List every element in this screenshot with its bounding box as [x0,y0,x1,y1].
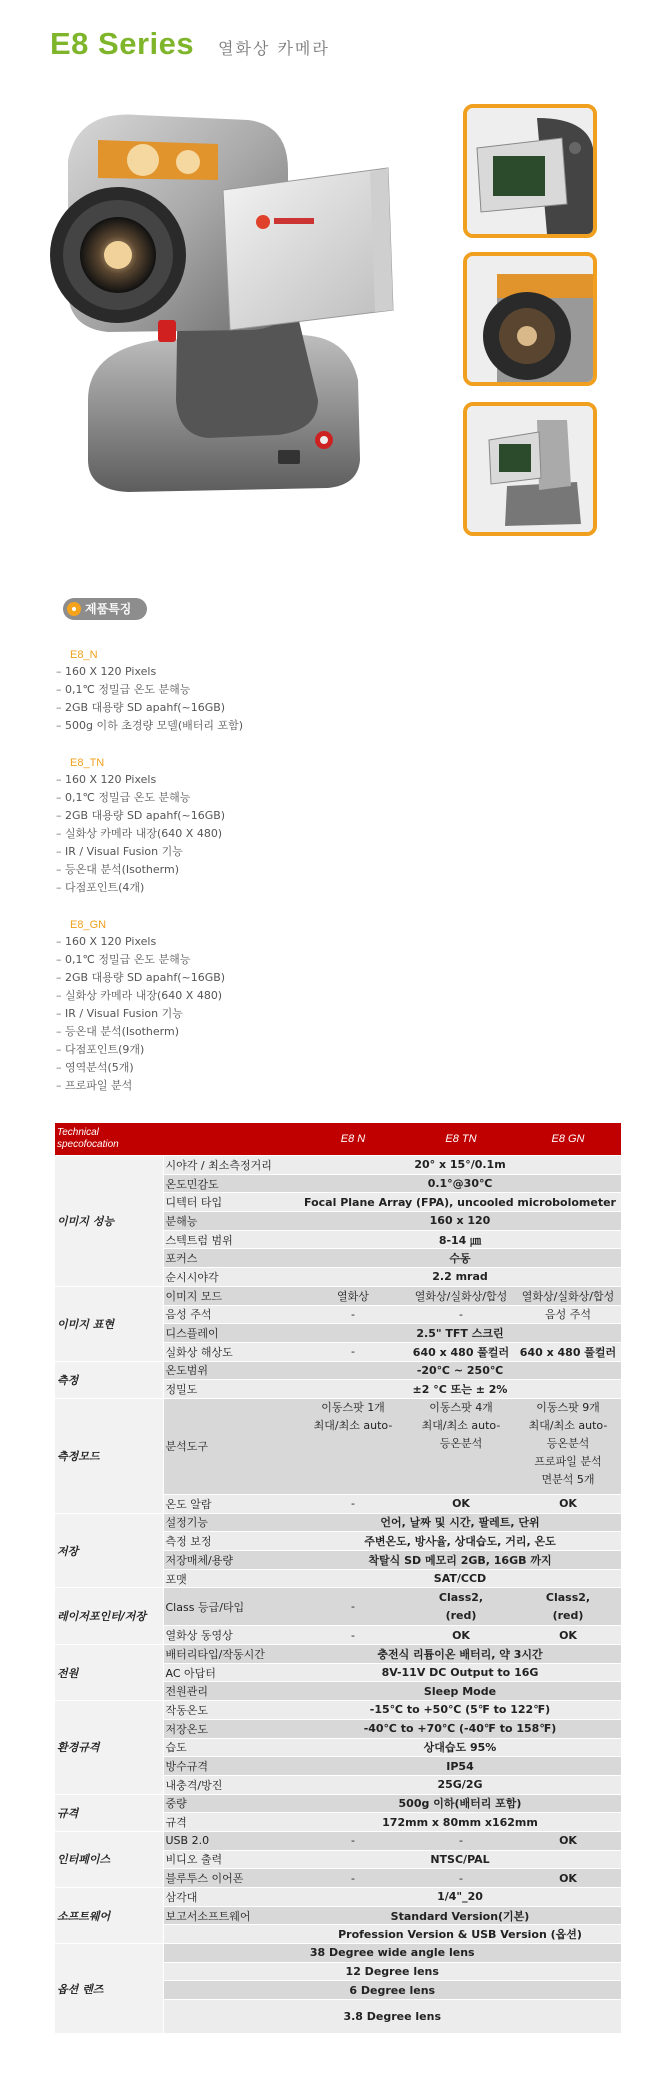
spec-label [163,1925,299,1944]
spec-value: -20℃ ~ 250℃ [299,1361,621,1380]
feature-item: – 160 X 120 Pixels [56,663,456,681]
feature-item: – 0,1℃ 정밀급 온도 분해능 [56,951,456,969]
spec-label: AC 아답터 [163,1663,299,1682]
bullet-icon [67,602,81,616]
spec-label: 저장온도 [163,1719,299,1738]
feature-item: – IR / Visual Fusion 기능 [56,1005,456,1023]
spec-label: 시야각 / 최소측정거리 [163,1156,299,1175]
spec-label: 음성 주석 [163,1305,299,1324]
feature-item: – 실화상 카메라 내장(640 X 480) [56,825,456,843]
spec-value: 이동스팟 1개 최대/최소 auto- [299,1398,407,1494]
spec-value: 8V-11V DC Output to 16G [299,1663,621,1682]
spec-value: - [299,1305,407,1324]
feature-item: – 프로파일 분석 [56,1077,456,1095]
spec-value: OK [515,1626,621,1645]
spec-label: 삼각대 [163,1888,299,1907]
spec-category: 이미지 표현 [55,1286,163,1361]
spec-label: 저장매체/용량 [163,1551,299,1570]
spec-value: -40℃ to +70℃ (-40℉ to 158℉) [299,1719,621,1738]
spec-label: 작동온도 [163,1701,299,1720]
spec-label: 분해능 [163,1212,299,1231]
table-row [55,1286,621,1305]
spec-value: 상대습도 95% [299,1738,621,1757]
feature-item: – 2GB 대용량 SD apahf(~16GB) [56,969,456,987]
spec-label: 실화상 해상도 [163,1342,299,1361]
feature-item: – 160 X 120 Pixels [56,933,456,951]
table-row [55,1156,621,1175]
page-subtitle: 열화상 카메라 [218,39,330,58]
spec-label: 온도민감도 [163,1174,299,1193]
spec-value: 38 Degree wide angle lens [163,1944,621,1963]
spec-label: 디스플레이 [163,1324,299,1343]
spec-category: 전원 [55,1645,163,1701]
spec-value: - [407,1831,515,1850]
spec-value: NTSC/PAL [299,1850,621,1869]
spec-value: OK [515,1494,621,1513]
spec-value: 12 Degree lens [163,1962,621,1981]
spec-label: 비디오 출력 [163,1850,299,1869]
feature-item: – IR / Visual Fusion 기능 [56,843,456,861]
spec-value: Class2, (red) [407,1588,515,1626]
spec-label: 온도범위 [163,1361,299,1380]
feature-item: – 영역분석(5개) [56,1059,456,1077]
spec-category: 소프트웨어 [55,1888,163,1944]
feature-model: E8_TN [70,757,105,769]
spec-value: 500g 이하(배터리 포함) [299,1794,621,1813]
spec-category: 레이저포인터/저장 [55,1588,163,1645]
spec-label: 이미지 모드 [163,1286,299,1305]
spec-label: 전원관리 [163,1682,299,1701]
spec-value: 음성 주석 [515,1305,621,1324]
spec-label: 내충격/방진 [163,1775,299,1794]
spec-value: 3.8 Degree lens [163,2000,621,2034]
spec-value: - [299,1342,407,1361]
spec-value: 이동스팟 9개 최대/최소 auto- 등온분석 프로파일 분석 면분석 5개 [515,1398,621,1494]
spec-value: IP54 [299,1757,621,1776]
spec-category: 규격 [55,1794,163,1831]
spec-value: ±2 °C 또는 ± 2% [299,1380,621,1399]
table-row [55,1794,621,1813]
spec-label: 분석도구 [163,1398,299,1494]
table-row [55,1398,621,1494]
spec-value: 8-14 ㎛ [299,1230,621,1249]
spec-value: 6 Degree lens [163,1981,621,2000]
spec-value: OK [515,1869,621,1888]
spec-value: - [299,1869,407,1888]
spec-label: 온도 알람 [163,1494,299,1513]
spec-value: 충전식 리튬이온 배터리, 약 3시간 [299,1645,621,1664]
feature-group-e8n [56,647,456,735]
feature-group-e8gn [56,917,456,1095]
feature-model: E8_N [70,649,98,661]
spec-value: 열화상/실화상/합성 [515,1286,621,1305]
spec-value: Focal Plane Array (FPA), uncooled microbolometer [299,1193,621,1212]
table-row [55,1944,621,1963]
spec-value: 160 x 120 [299,1212,621,1231]
feature-item: – 다점포인트(9개) [56,1041,456,1059]
spec-category: 측정 [55,1361,163,1398]
spec-label: 블루투스 이어폰 [163,1869,299,1888]
spec-header-e8n: E8 N [299,1123,407,1156]
spec-category: 저장 [55,1513,163,1588]
table-row [55,1831,621,1850]
spec-label: 보고서소프트웨어 [163,1906,299,1925]
spec-value: Profession Version & USB Version (옵션) [299,1925,621,1944]
spec-value: Class2, (red) [515,1588,621,1626]
feature-model: E8_GN [70,919,107,931]
spec-category: 환경규격 [55,1701,163,1794]
spec-value: OK [515,1831,621,1850]
spec-value: -15℃ to +50℃ (5℉ to 122℉) [299,1701,621,1720]
feature-item: – 실화상 카메라 내장(640 X 480) [56,987,456,1005]
feature-item: – 160 X 120 Pixels [56,771,456,789]
spec-value: Standard Version(기본) [299,1906,621,1925]
spec-header-tech: Technical specofocation [55,1123,163,1156]
spec-value: 25G/2G [299,1775,621,1794]
camera-hero-image [48,100,448,520]
spec-category: 측정모드 [55,1398,163,1513]
feature-item: – 다점포인트(4개) [56,879,456,897]
spec-label: 열화상 동영상 [163,1626,299,1645]
spec-value: 1/4"_20 [299,1888,621,1907]
table-row [55,1701,621,1720]
spec-value: - [407,1305,515,1324]
thumbnail-screen-view[interactable] [463,104,597,238]
spec-value: SAT/CCD [299,1569,621,1588]
spec-value: 172mm x 80mm x162mm [299,1813,621,1832]
feature-group-e8tn [56,755,456,897]
spec-value: OK [407,1494,515,1513]
spec-value: 주변온도, 방사율, 상대습도, 거리, 온도 [299,1532,621,1551]
spec-value: - [299,1626,407,1645]
spec-value: - [407,1869,515,1888]
spec-header-blank [163,1123,299,1156]
thumbnail-lens-view[interactable] [463,252,597,386]
spec-label: 디텍터 타입 [163,1193,299,1212]
spec-value: 열화상/실화상/합성 [407,1286,515,1305]
spec-label: USB 2.0 [163,1831,299,1850]
table-row [55,1361,621,1380]
spec-label: 순시시야각 [163,1268,299,1287]
spec-label: 정밀도 [163,1380,299,1399]
spec-value: 0.1°@30℃ [299,1174,621,1193]
feature-item: – 500g 이하 초경량 모델(배터리 포함) [56,717,456,735]
spec-label: 포맷 [163,1569,299,1588]
table-row [55,1888,621,1907]
spec-label: 스텍트럼 범위 [163,1230,299,1249]
table-row [55,1588,621,1626]
spec-label: 중량 [163,1794,299,1813]
spec-label: 습도 [163,1738,299,1757]
table-row [55,1645,621,1664]
spec-category: 옵션 렌즈 [55,1944,163,2034]
feature-item: – 2GB 대용량 SD apahf(~16GB) [56,699,456,717]
thumbnail-stand-view[interactable] [463,402,597,536]
feature-item: – 0,1℃ 정밀급 온도 분해능 [56,681,456,699]
spec-label: 설정기능 [163,1513,299,1532]
spec-category: 인터페이스 [55,1831,163,1887]
page-title: E8 Series [50,26,195,61]
spec-value: 이동스팟 4개 최대/최소 auto- 등온분석 [407,1398,515,1494]
spec-table [55,1123,621,2034]
spec-category: 이미지 성능 [55,1156,163,1287]
spec-value: OK [407,1626,515,1645]
spec-value: 열화상 [299,1286,407,1305]
spec-label: 배터리타입/작동시간 [163,1645,299,1664]
spec-value: 수동 [299,1249,621,1268]
spec-value: - [299,1494,407,1513]
spec-header-e8tn: E8 TN [407,1123,515,1156]
spec-value: - [299,1588,407,1626]
spec-label: 규격 [163,1813,299,1832]
table-row [55,1513,621,1532]
spec-value: 2.2 mrad [299,1268,621,1287]
feature-item: – 등온대 분석(Isotherm) [56,861,456,879]
spec-value: Sleep Mode [299,1682,621,1701]
spec-value: - [299,1831,407,1850]
spec-value: 언어, 날짜 및 시간, 팔레트, 단위 [299,1513,621,1532]
spec-label: 방수규격 [163,1757,299,1776]
spec-value: 640 x 480 풀컬러 [407,1342,515,1361]
spec-value: 2.5" TFT 스크린 [299,1324,621,1343]
spec-header-e8gn: E8 GN [515,1123,621,1156]
spec-label: Class 등급/타입 [163,1588,299,1626]
feature-item: – 등온대 분석(Isotherm) [56,1023,456,1041]
feature-item: – 2GB 대용량 SD apahf(~16GB) [56,807,456,825]
features-badge: 제품특징 [63,598,147,620]
feature-item: – 0,1℃ 정밀급 온도 분해능 [56,789,456,807]
spec-value: 640 x 480 풀컬러 [515,1342,621,1361]
spec-header-row [55,1123,621,1156]
spec-label: 포커스 [163,1249,299,1268]
spec-value: 착탈식 SD 메모리 2GB, 16GB 까지 [299,1551,621,1570]
spec-value: 20° x 15°/0.1m [299,1156,621,1175]
spec-label: 측정 보정 [163,1532,299,1551]
